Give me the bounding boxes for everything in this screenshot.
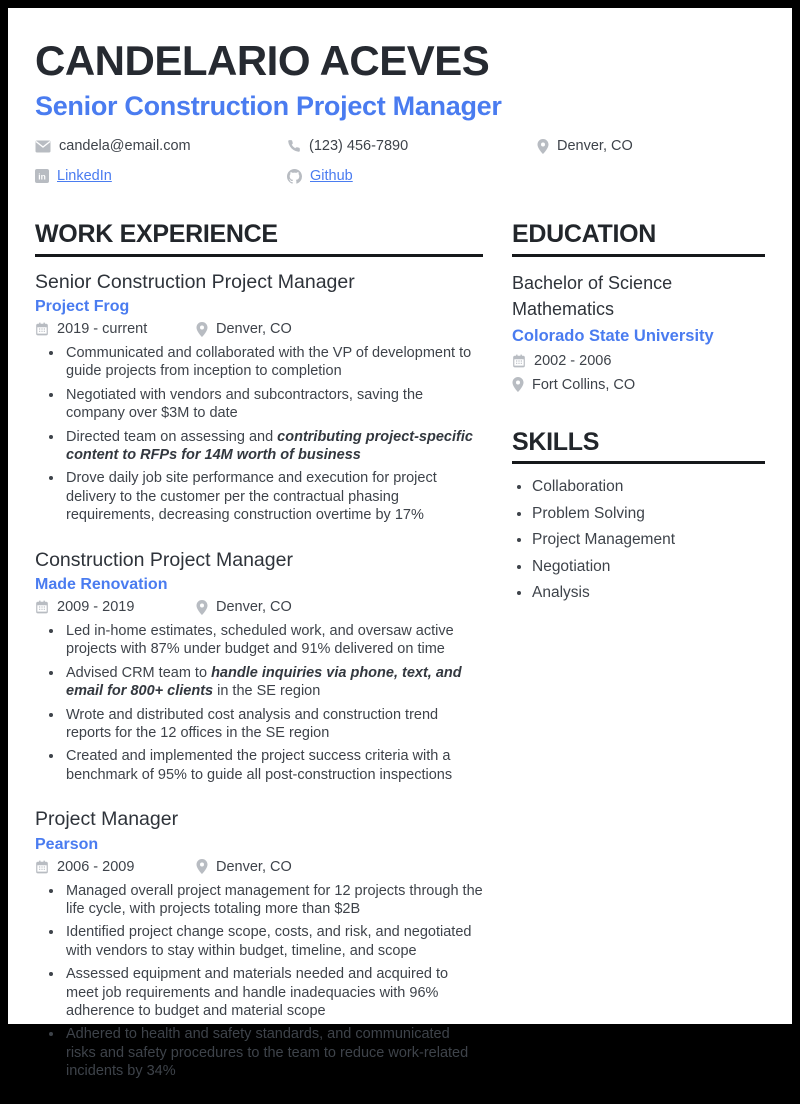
bullet-list bbox=[35, 622, 483, 784]
company-name: Project Frog bbox=[35, 298, 130, 316]
resume-header bbox=[35, 38, 765, 186]
envelope-icon bbox=[35, 140, 51, 153]
job-location-text: Denver, CO bbox=[216, 321, 292, 338]
calendar-icon bbox=[35, 860, 49, 874]
pin-icon bbox=[196, 859, 208, 874]
linkedin-link[interactable]: LinkedIn bbox=[57, 168, 112, 185]
company-name: Pearson bbox=[35, 835, 99, 853]
education-heading: EDUCATION bbox=[512, 221, 765, 257]
bullet-item: • Wrote and distributed cost analysis and construction trend reports for the 12 offices in the SE region bbox=[64, 706, 483, 743]
job-location-text: Denver, CO bbox=[216, 599, 292, 616]
job-dates-text: 2019 - current bbox=[57, 321, 148, 338]
job-dates bbox=[35, 321, 196, 337]
bullet-item: • Directed team on assessing and contributing project-specific content to RFPs for 14M worth of business bbox=[64, 428, 483, 465]
contact-github bbox=[287, 166, 537, 186]
pin-icon bbox=[196, 600, 208, 615]
job-entry bbox=[35, 807, 483, 1080]
education-location-text: Fort Collins, CO bbox=[532, 376, 636, 393]
education-section bbox=[512, 221, 765, 393]
calendar-icon bbox=[35, 322, 49, 336]
work-experience-section bbox=[35, 221, 483, 1104]
education-location bbox=[512, 377, 765, 393]
phone-icon bbox=[287, 139, 301, 153]
skills-heading: SKILLS bbox=[512, 429, 765, 465]
bullet-item: • Advised CRM team to handle inquiries via phone, text, and email for 800+ clients in the SE region bbox=[64, 664, 483, 701]
job-entry bbox=[35, 270, 483, 525]
bullet-item: • Negotiated with vendors and subcontractors, saving the company over $3M to date bbox=[64, 386, 483, 423]
job-meta bbox=[35, 859, 483, 875]
resume-body bbox=[35, 221, 765, 1104]
svg-text:in: in bbox=[38, 171, 46, 182]
skill-item: • Problem Solving bbox=[532, 504, 765, 524]
sidebar-column bbox=[512, 221, 765, 1104]
job-meta bbox=[35, 599, 483, 615]
education-school: Colorado State University bbox=[512, 326, 714, 345]
email-text: candela@email.com bbox=[59, 138, 191, 155]
work-experience-heading: WORK EXPERIENCE bbox=[35, 221, 483, 257]
contact-linkedin bbox=[35, 166, 287, 186]
contact-email bbox=[35, 136, 287, 156]
contact-info bbox=[35, 136, 765, 186]
job-list bbox=[35, 270, 483, 1081]
job-title: Project Manager bbox=[35, 808, 179, 831]
github-icon bbox=[287, 169, 302, 184]
contact-phone bbox=[287, 136, 537, 156]
job-location bbox=[196, 321, 292, 337]
bullet-item: • Created and implemented the project success criteria with a benchmark of 95% to guide all post-construction inspections bbox=[64, 747, 483, 784]
education-field: Mathematics bbox=[512, 298, 615, 319]
phone-text: (123) 456-7890 bbox=[309, 138, 409, 155]
job-dates-text: 2006 - 2009 bbox=[57, 858, 135, 875]
calendar-icon bbox=[35, 600, 49, 614]
bullet-list bbox=[35, 882, 483, 1081]
candidate-name: CANDELARIO ACEVES bbox=[35, 37, 490, 84]
bullet-item: • Communicated and collaborated with the VP of development to guide projects from inception to completion bbox=[64, 344, 483, 381]
job-dates-text: 2009 - 2019 bbox=[57, 599, 135, 616]
job-location bbox=[196, 859, 292, 875]
github-link[interactable]: Github bbox=[310, 168, 353, 185]
job-location bbox=[196, 599, 292, 615]
job-meta bbox=[35, 321, 483, 337]
linkedin-icon bbox=[35, 169, 49, 183]
bullet-item: • Led in-home estimates, scheduled work, and oversaw active projects with 87% under budget and 91% delivered on time bbox=[64, 622, 483, 659]
skill-item: • Collaboration bbox=[532, 477, 765, 497]
location-text: Denver, CO bbox=[557, 138, 633, 155]
bullet-item: • Drove daily job site performance and execution for project delivery to the customer per the contractual phasing requirements, decreasing construction overtime by 17% bbox=[64, 469, 483, 524]
job-dates bbox=[35, 859, 196, 875]
education-dates bbox=[512, 353, 765, 369]
pin-icon bbox=[537, 139, 549, 154]
skill-item: • Project Management bbox=[532, 530, 765, 550]
job-location-text: Denver, CO bbox=[216, 858, 292, 875]
job-title: Senior Construction Project Manager bbox=[35, 270, 355, 293]
candidate-title: Senior Construction Project Manager bbox=[35, 91, 502, 122]
job-dates bbox=[35, 599, 196, 615]
skills-list bbox=[512, 477, 765, 603]
calendar-icon bbox=[512, 354, 526, 368]
bullet-item: • Adhered to health and safety standards, and communicated risks and safety procedures to the team to reduce work-related incidents by 34% bbox=[64, 1025, 483, 1080]
contact-location bbox=[537, 136, 765, 156]
education-degree: Bachelor of Science bbox=[512, 272, 673, 293]
skill-item: • Negotiation bbox=[532, 557, 765, 577]
job-title: Construction Project Manager bbox=[35, 548, 293, 571]
job-entry bbox=[35, 548, 483, 785]
pin-icon bbox=[512, 377, 524, 392]
education-dates-text: 2002 - 2006 bbox=[534, 352, 612, 369]
skill-item: • Analysis bbox=[532, 583, 765, 603]
skills-section bbox=[512, 429, 765, 604]
bullet-item: • Managed overall project management for 12 projects through the life cycle, with projects totaling more than $2B bbox=[64, 882, 483, 919]
company-name: Made Renovation bbox=[35, 576, 168, 594]
bullet-item: • Assessed equipment and materials needed and acquired to meet job requirements and handle inadequacies with 96% adherence to budget and material scope bbox=[64, 965, 483, 1020]
bullet-list bbox=[35, 344, 483, 525]
bullet-item: • Identified project change scope, costs, and risk, and negotiated with vendors to stay within budget, timeline, and scope bbox=[64, 923, 483, 960]
pin-icon bbox=[196, 322, 208, 337]
